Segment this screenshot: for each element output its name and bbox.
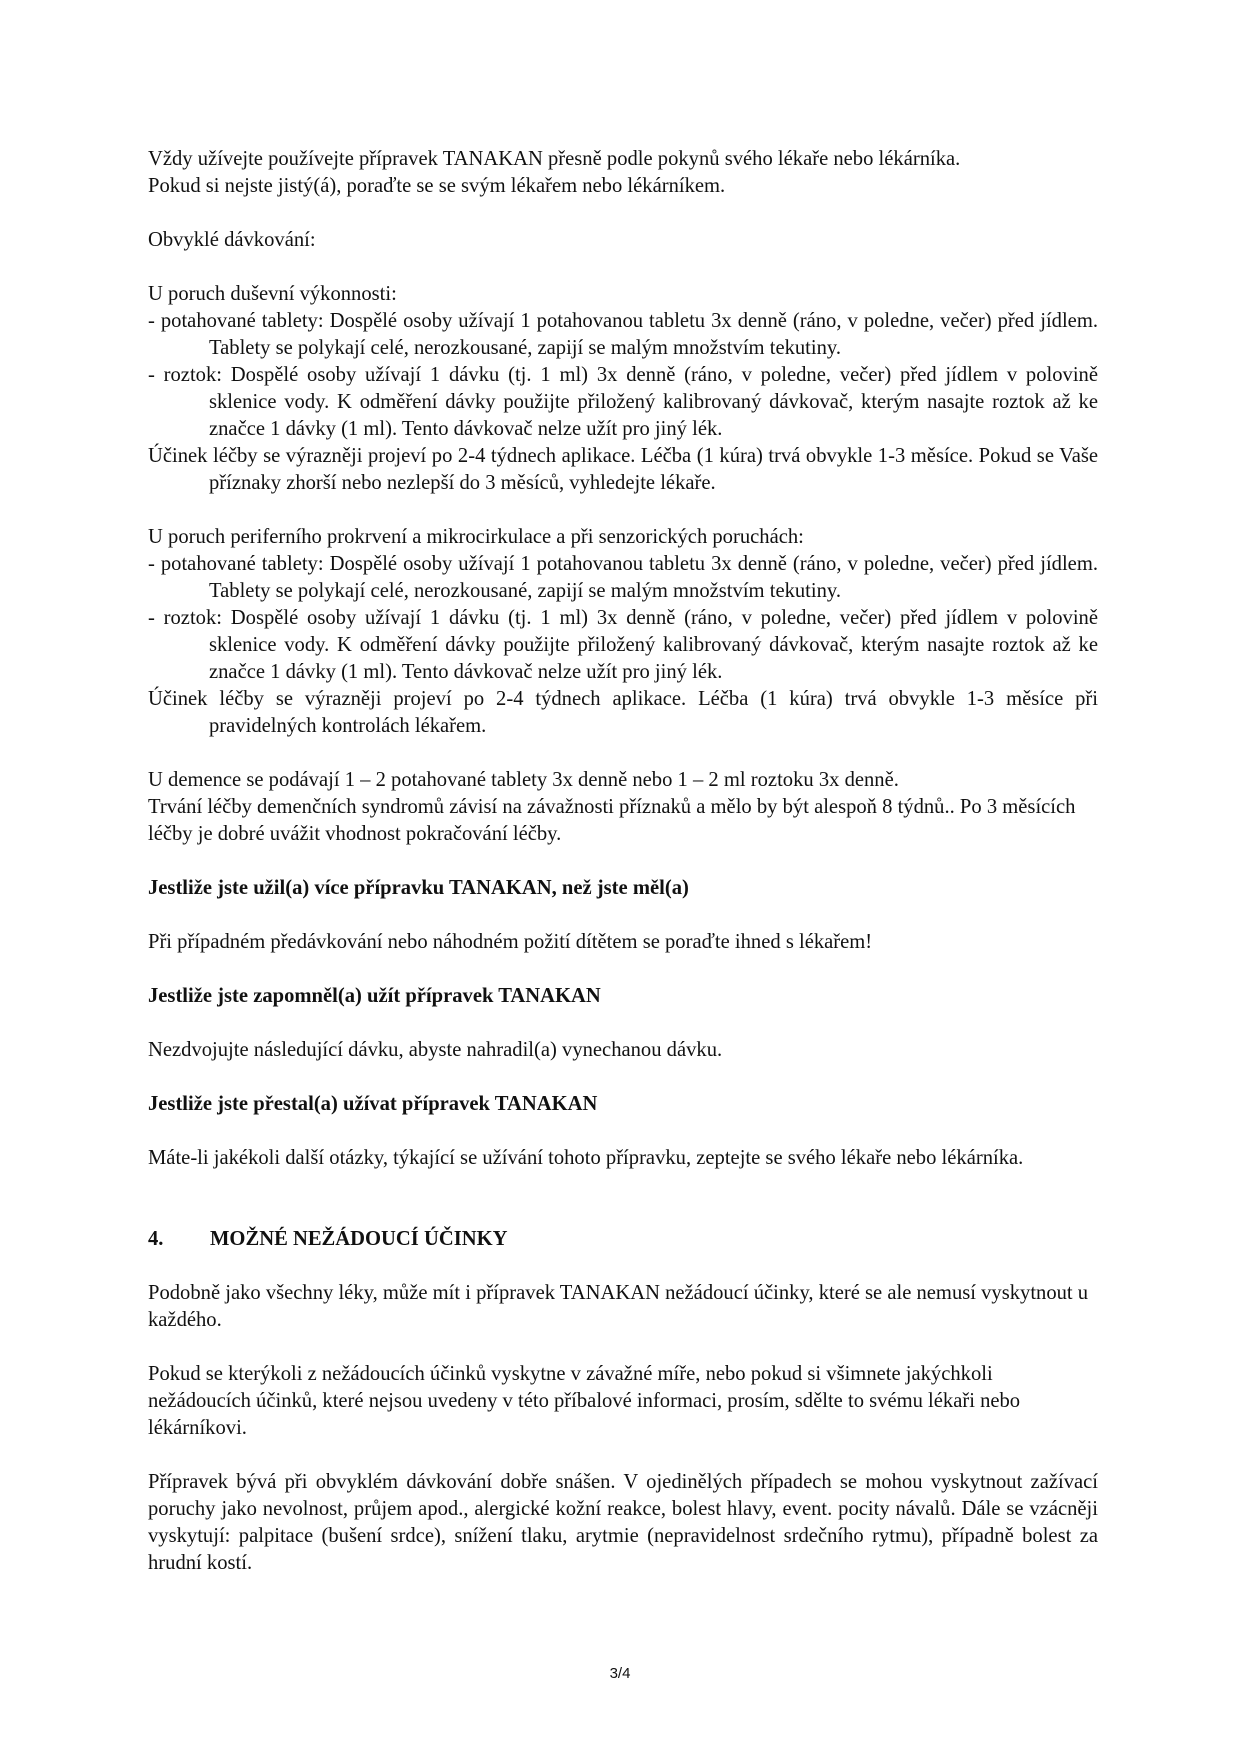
peripheral-solution: - roztok: Dospělé osoby užívají 1 dávku (tj. 1 ml) 3x denně (ráno, v poledne, večer) před jídlem v polovině sklenice vody. K odměření dávky použijte přiložený kalibrovaný dávkovač, kterým nasajte roztok až ke značce 1 dávky (1 ml). Tento dávkovač nelze užít pro jiný lék. (148, 607, 1098, 683)
overdose-heading: Jestliže jste užil(a) více přípravku TANAKAN, než jste měl(a) (148, 877, 689, 899)
mental-effect: Účinek léčby se výrazněji projeví po 2-4 týdnech aplikace. Léčba (1 kúra) trvá obvykle 1-3 měsíce. Pokud se Vaše příznaky zhorší nebo nezlepší do 3 měsíců, vyhledejte lékaře. (148, 445, 1098, 494)
page-content (148, 146, 1098, 1577)
peripheral-tablets: - potahované tablety: Dospělé osoby užívají 1 potahovanou tabletu 3x denně (ráno, v poledne, večer) před jídlem. Tablety se polykají celé, nerozkousané, zapijí se malým množstvím tekutiny. (148, 553, 1098, 602)
page-number: 3/4 (609, 1665, 631, 1682)
section-4-paragraph-1: Podobně jako všechny léky, může mít i přípravek TANAKAN nežádoucí účinky, které se ale nemusí vyskytnout u každého. (148, 1282, 1089, 1331)
mental-tablets: - potahované tablety: Dospělé osoby užívají 1 potahovanou tabletu 3x denně (ráno, v poledne, večer) před jídlem. Tablety se polykají celé, nerozkousané, zapijí se malým množstvím tekutiny. (148, 310, 1098, 359)
section-4-paragraph-2: Pokud se kterýkoli z nežádoucích účinků vyskytne v závažné míře, nebo pokud si všimnete jakýchkoli nežádoucích účinků, které nejsou uvedeny v této příbalové informaci, prosím, sdělte to svému lékaři nebo lékárníkovi. (148, 1363, 1021, 1439)
intro-line-1: Vždy užívejte používejte přípravek TANAKAN přesně podle pokynů svého lékaře nebo lékárníka. (148, 148, 961, 170)
dementia-dosage: U demence se podávají 1 – 2 potahované tablety 3x denně nebo 1 – 2 ml roztoku 3x denně. (148, 769, 899, 791)
forgot-heading: Jestliže jste zapomněl(a) užít přípravek TANAKAN (148, 985, 601, 1007)
section-4-title: MOŽNÉ NEŽÁDOUCÍ ÚČINKY (210, 1228, 508, 1250)
forgot-text: Nezdvojujte následující dávku, abyste nahradil(a) vynechanou dávku. (148, 1039, 723, 1061)
overdose-text: Při případném předávkování nebo náhodném požití dítětem se poraďte ihned s lékařem! (148, 931, 873, 953)
section-4-paragraph-3: Přípravek bývá při obvyklém dávkování dobře snášen. V ojedinělých případech se mohou vyskytnout zažívací poruchy jako nevolnost, průjem apod., alergické kožní reakce, bolest hlavy, event. pocity návalů. Dále se vzácněji vyskytují: palpitace (bušení srdce), snížení tlaku, arytmie (nepravidelnost srdečního rytmu), případně bolest za hrudní kostí. (148, 1471, 1098, 1574)
mental-heading: U poruch duševní výkonnosti: (148, 283, 397, 305)
peripheral-heading: U poruch periferního prokrvení a mikrocirkulace a při senzorických poruchách: (148, 526, 804, 548)
dementia-duration: Trvání léčby demenčních syndromů závisí na závažnosti příznaků a mělo by být alespoň 8 týdnů.. Po 3 měsících léčby je dobré uvážit vhodnost pokračování léčby. (148, 796, 1076, 845)
stopped-heading: Jestliže jste přestal(a) užívat přípravek TANAKAN (148, 1093, 598, 1115)
section-4-heading (148, 1226, 1098, 1253)
section-4-number: 4. (148, 1228, 164, 1250)
peripheral-effect: Účinek léčby se výrazněji projeví po 2-4 týdnech aplikace. Léčba (1 kúra) trvá obvykle 1-3 měsíce při pravidelných kontrolách lékařem. (148, 688, 1098, 737)
stopped-text: Máte-li jakékoli další otázky, týkající se užívání tohoto přípravku, zeptejte se svého lékaře nebo lékárníka. (148, 1147, 1024, 1169)
intro-line-2: Pokud si nejste jistý(á), poraďte se se svým lékařem nebo lékárníkem. (148, 175, 726, 197)
mental-solution: - roztok: Dospělé osoby užívají 1 dávku (tj. 1 ml) 3x denně (ráno, v poledne, večer) před jídlem v polovině sklenice vody. K odměření dávky použijte přiložený kalibrovaný dávkovač, kterým nasajte roztok až ke značce 1 dávky (1 ml). Tento dávkovač nelze užít pro jiný lék. (148, 364, 1098, 440)
usual-dosage-label: Obvyklé dávkování: (148, 229, 316, 251)
